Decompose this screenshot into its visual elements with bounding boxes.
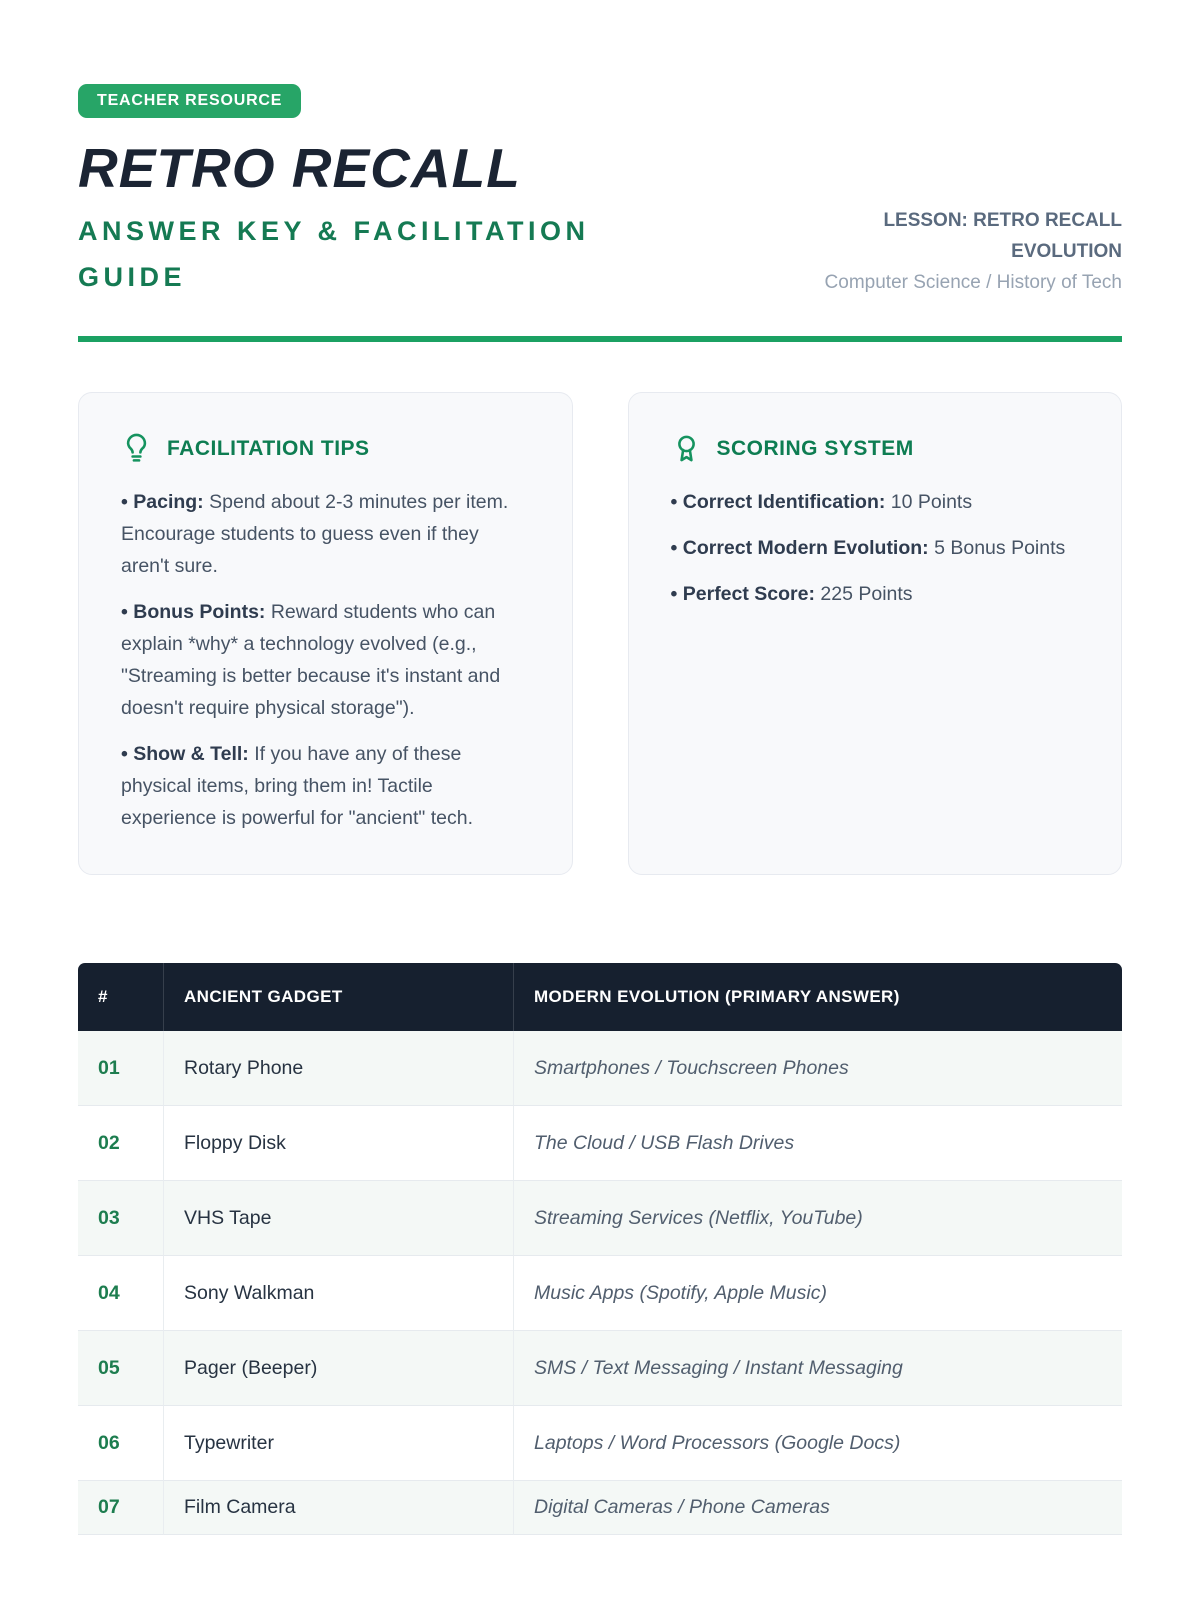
green-divider [78, 336, 1122, 342]
modern-evolution: Streaming Services (Netflix, YouTube) [514, 1181, 1122, 1256]
answer-key-table [78, 963, 1122, 1535]
score-text: 5 Bonus Points [934, 537, 1066, 559]
modern-evolution: SMS / Text Messaging / Instant Messaging [514, 1331, 1122, 1406]
ancient-gadget: Rotary Phone [164, 1031, 514, 1106]
modern-evolution: Digital Cameras / Phone Cameras [514, 1481, 1122, 1535]
lesson-name-line2: EVOLUTION [1011, 241, 1122, 262]
tip-text: If you have any of these physical items, bring them in! Tactile experience is powerful for "ancient" tech. [121, 743, 474, 829]
row-number: 05 [78, 1331, 164, 1406]
table-row [78, 1031, 1122, 1106]
ancient-gadget: Typewriter [164, 1406, 514, 1481]
facilitation-tips-title: FACILITATION TIPS [167, 436, 370, 460]
score-text: 10 Points [890, 491, 973, 513]
score-label: • Correct Identification: [670, 491, 886, 513]
modern-evolution: Music Apps (Spotify, Apple Music) [514, 1256, 1122, 1331]
table-row [78, 1331, 1122, 1406]
score-label: • Correct Modern Evolution: [670, 537, 929, 559]
ancient-gadget: Film Camera [164, 1481, 514, 1535]
row-number: 01 [78, 1031, 164, 1106]
modern-evolution: Smartphones / Touchscreen Phones [514, 1031, 1122, 1106]
lightbulb-icon [121, 433, 152, 464]
row-number: 07 [78, 1481, 164, 1535]
table-row [78, 1481, 1122, 1535]
table-header [78, 963, 1122, 1031]
ancient-gadget: Floppy Disk [164, 1106, 514, 1181]
score-item-modern-evolution [671, 532, 1080, 564]
row-number: 06 [78, 1406, 164, 1481]
scoring-system-title: SCORING SYSTEM [716, 436, 914, 460]
page-title: RETRO RECALL [78, 137, 521, 199]
modern-evolution: Laptops / Word Processors (Google Docs) [514, 1406, 1122, 1481]
tip-text: Reward students who can explain *why* a technology evolved (e.g., "Streaming is better because it's instant and doesn't require physical storage"). [121, 601, 501, 719]
masthead-left [78, 84, 678, 300]
column-header-ancient-gadget: ANCIENT GADGET [164, 963, 514, 1031]
scoring-system-card [628, 392, 1123, 875]
page [78, 0, 1122, 1535]
score-label: • Perfect Score: [670, 583, 815, 605]
lesson-course: Computer Science / History of Tech [824, 272, 1122, 293]
tip-label: • Bonus Points: [121, 601, 266, 623]
tip-text: Spend about 2-3 minutes per item. Encourage students to guess even if they aren't sure. [121, 491, 509, 577]
info-cards [78, 392, 1122, 875]
ancient-gadget: VHS Tape [164, 1181, 514, 1256]
row-number: 04 [78, 1256, 164, 1331]
ancient-gadget: Pager (Beeper) [164, 1331, 514, 1406]
tip-label: • Pacing: [121, 491, 204, 513]
tip-label: • Show & Tell: [121, 743, 249, 765]
row-number: 02 [78, 1106, 164, 1181]
table-row [78, 1181, 1122, 1256]
score-text: 225 Points [820, 583, 913, 605]
tip-item-bonus-points [121, 596, 530, 724]
score-item-identification [671, 486, 1080, 518]
score-item-perfect-score [671, 578, 1080, 610]
modern-evolution: The Cloud / USB Flash Drives [514, 1106, 1122, 1181]
column-header-number: # [78, 963, 164, 1031]
lesson-name-line1: LESSON: RETRO RECALL [883, 210, 1122, 231]
tip-item-show-and-tell [121, 738, 530, 834]
teacher-resource-badge: TEACHER RESOURCE [78, 84, 301, 118]
column-header-modern-evolution: MODERN EVOLUTION (PRIMARY ANSWER) [514, 963, 1122, 1031]
tip-item-pacing [121, 486, 530, 582]
table-row [78, 1256, 1122, 1331]
award-ribbon-icon [671, 433, 702, 464]
table-row [78, 1406, 1122, 1481]
table-row [78, 1106, 1122, 1181]
lesson-info [825, 205, 1122, 300]
facilitation-tips-card [78, 392, 573, 875]
facilitation-tips-header [121, 433, 530, 464]
ancient-gadget: Sony Walkman [164, 1256, 514, 1331]
scoring-system-header [671, 433, 1080, 464]
row-number: 03 [78, 1181, 164, 1256]
page-subtitle: ANSWER KEY & FACILITATION GUIDE [78, 216, 590, 292]
masthead [78, 0, 1122, 300]
